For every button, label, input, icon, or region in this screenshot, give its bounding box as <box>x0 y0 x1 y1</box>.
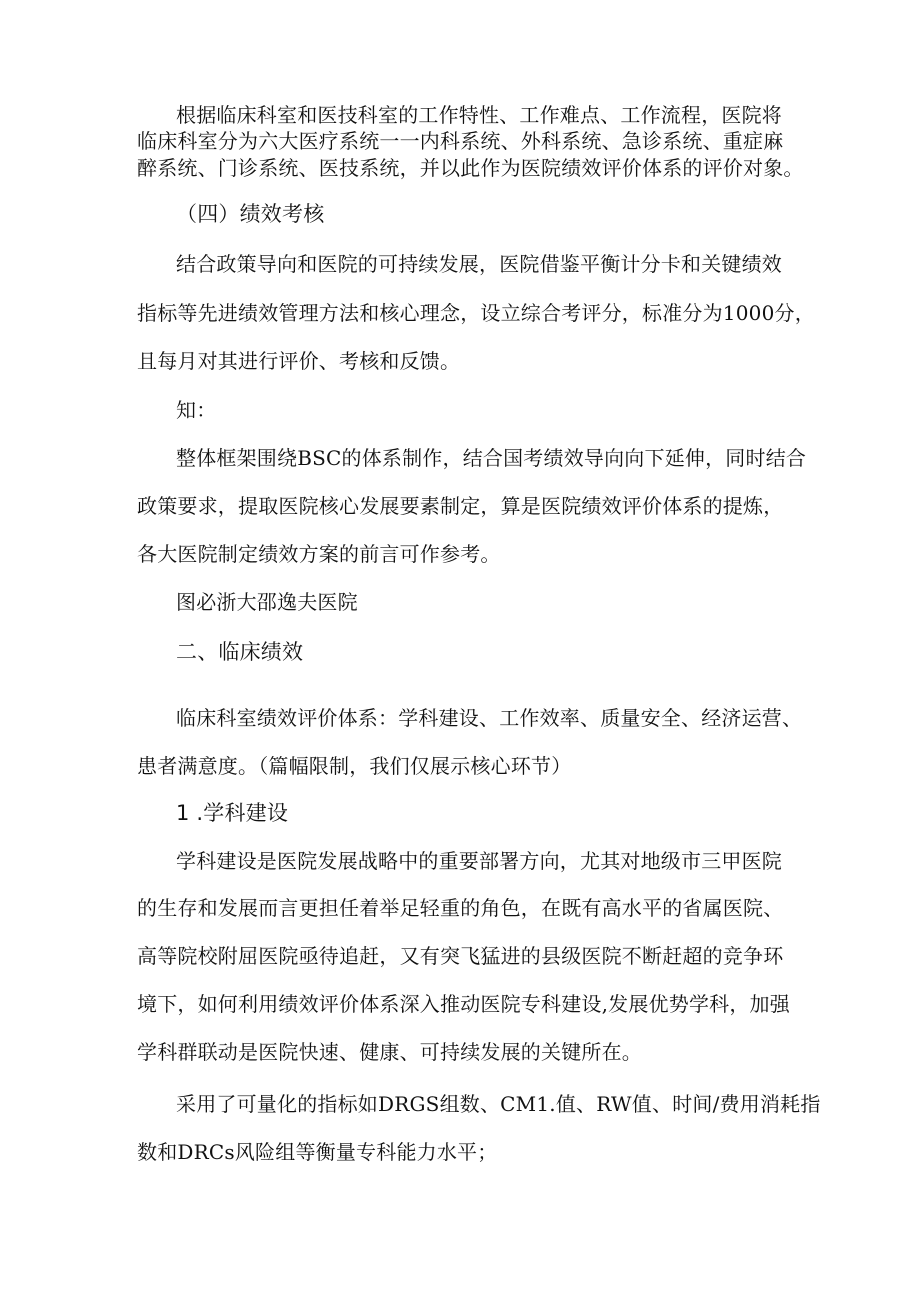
paragraph-line: 醉系统、门诊系统、医技系统，并以此作为医院绩效评价体系的评价对象。 <box>137 156 804 180</box>
paragraph-line: 图必浙大邵逸夫医院 <box>176 590 358 614</box>
paragraph-line: 采用了可量化的指标如DRGS组数、CM1.值、RW值、时间/费用消耗指 <box>176 1092 821 1116</box>
section-heading: 二、临床绩效 <box>176 640 304 664</box>
section-heading: （四）绩效考核 <box>176 202 325 226</box>
paragraph-line: 政策要求，提取医院核心发展要素制定，算是医院绩效评价体系的提炼， <box>137 494 784 518</box>
paragraph-line: 高等院校附屈医院亟待追赶，又有突飞猛进的县级医院不断赶超的竞争环 <box>137 944 784 968</box>
paragraph-line: 学科群联动是医院快速、健康、可持续发展的关键所在。 <box>137 1040 642 1064</box>
paragraph-line: 根据临床科室和医技科室的工作特性、工作难点、工作流程，医院将 <box>176 103 782 127</box>
paragraph-line: 整体框架围绕BSC的体系制作，结合国考绩效导向向下延伸，同时结合 <box>176 446 807 470</box>
paragraph-line: 知： <box>176 398 217 422</box>
subsection-heading: 1 .学科建设 <box>176 801 289 825</box>
paragraph-line: 临床科室分为六大医疗系统一一内科系统、外科系统、急诊系统、重症麻 <box>137 129 784 153</box>
paragraph-line: 境下，如何利用绩效评价体系深入推动医院专科建设,发展优势学科，加强 <box>137 992 790 1016</box>
paragraph-line: 学科建设是医院发展战略中的重要部署方向，尤其对地级市三甲医院 <box>176 849 782 873</box>
paragraph-line: 各大医院制定绩效方案的前言可作参考。 <box>137 542 501 566</box>
paragraph-line: 指标等先进绩效管理方法和核心理念，设立综合考评分，标准分为1000分， <box>137 301 815 325</box>
paragraph-line: 患者满意度。（篇幅限制，我们仅展示核心环节） <box>137 754 572 778</box>
paragraph-line: 结合政策导向和医院的可持续发展，医院借鉴平衡计分卡和关键绩效 <box>176 252 782 276</box>
paragraph-line: 且每月对其进行评价、考核和反馈。 <box>137 349 461 373</box>
paragraph-line: 的生存和发展而言更担任着举足轻重的角色，在既有高水平的省属医院、 <box>137 896 784 920</box>
paragraph-line: 临床科室绩效评价体系：学科建设、工作效率、质量安全、经济运营、 <box>176 706 803 730</box>
paragraph-line: 数和DRCs风险组等衡量专科能力水平； <box>137 1140 498 1164</box>
